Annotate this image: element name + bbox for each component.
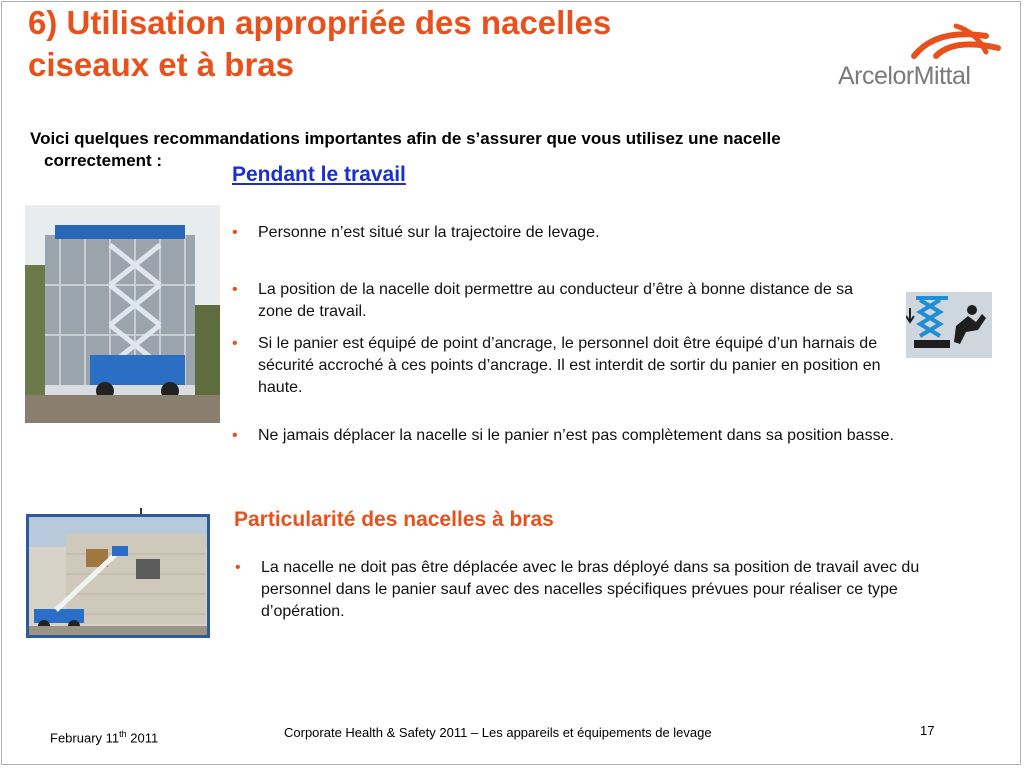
- footer-title: Corporate Health & Safety 2011 – Les appareils et équipements de levage: [284, 725, 712, 740]
- footer-date: [50, 729, 158, 745]
- scissor-lift-fall-hazard-icon: [906, 292, 992, 358]
- page-number: 17: [920, 723, 935, 738]
- footer-date-suffix: 2011: [126, 730, 159, 746]
- section1-bullet-list-4: [230, 425, 930, 447]
- section-heading-pendant[interactable]: Pendant le travail: [232, 163, 406, 186]
- bullet-position: • La position de la nacelle doit permettre au conducteur d’être à bonne distance de sa zone de travail.: [230, 279, 890, 323]
- bullet-trajectoire: • Personne n’est situé sur la trajectoire de levage.: [230, 222, 920, 244]
- intro-text: [30, 128, 1000, 172]
- section1-bullet-list-1: [230, 222, 920, 244]
- footer-date-sup: th: [119, 729, 127, 739]
- section-heading-nacelles-bras: Particularité des nacelles à bras: [234, 508, 554, 531]
- arcelormittal-swoosh-icon: [836, 22, 1006, 62]
- section1-bullet-list-2: [230, 279, 890, 323]
- intro-line-1: Voici quelques recommandations importantes afin de s’assurer que vous utilisez une nacelle: [30, 129, 781, 148]
- title-line-2: ciseaux et à bras: [28, 46, 294, 83]
- bullet-ancrage: • Si le panier est équipé de point d’ancrage, le personnel doit être équipé d’un harnais de sécurité accroché à ces points d’ancrage. Il est interdit de sortir du panier en position en haute.: [230, 333, 920, 399]
- slide-title: [28, 2, 788, 86]
- section1-bullet-list-3: [230, 333, 920, 399]
- intro-line-2: correctement :: [44, 151, 163, 170]
- brand-name: ArcelorMittal: [838, 62, 971, 90]
- bullet-bras-deploye: • La nacelle ne doit pas être déplacée avec le bras déployé dans sa position de travail avec du personnel dans le panier sauf avec des nacelles spécifiques prévues pour réaliser ce type d’opération.: [233, 557, 963, 623]
- bullet-deplacement: • Ne jamais déplacer la nacelle si le panier n’est pas complètement dans sa position basse.: [230, 425, 930, 447]
- section2-bullet-list: [233, 557, 963, 623]
- boom-lift-photo: [26, 514, 210, 638]
- footer-date-prefix: February 11: [50, 730, 120, 746]
- arcelormittal-logo: [836, 22, 1006, 94]
- title-line-1: 6) Utilisation appropriée des nacelles: [28, 4, 612, 41]
- scissor-lift-photo: [25, 205, 220, 423]
